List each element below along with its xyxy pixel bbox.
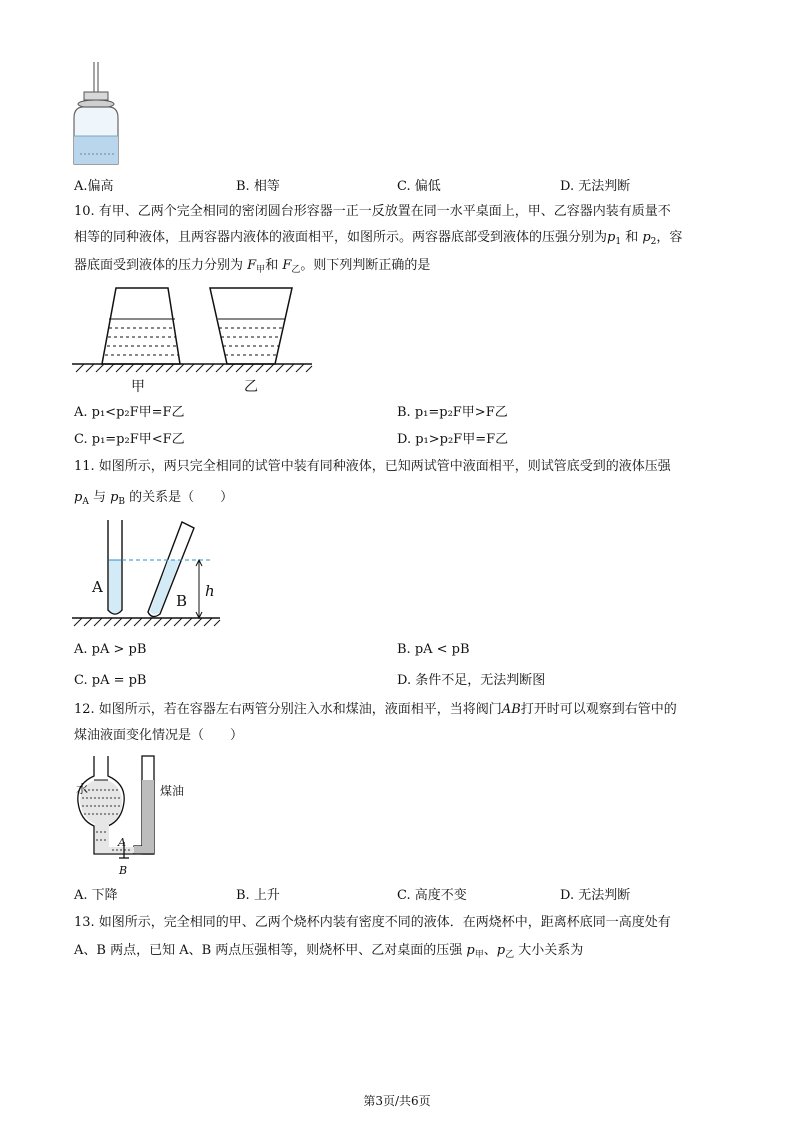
q11-option-c: C. pA = pB bbox=[74, 673, 147, 688]
fig-label-water: 水 bbox=[76, 782, 89, 796]
q12-option-b: B. 上升 bbox=[236, 888, 280, 903]
q11-option-d: D. 条件不足，无法判断图 bbox=[397, 673, 546, 688]
q10-line1: 10. 有甲、乙两个完全相同的密闭圆台形容器一正一反放置在同一水平桌面上，甲、乙容器内装有质量不 bbox=[74, 204, 671, 219]
q12-line2: 煤油液面变化情况是（ ） bbox=[74, 728, 244, 743]
q11-option-a: A. pA > pB bbox=[74, 642, 147, 657]
q11-option-b: B. pA < pB bbox=[397, 642, 470, 657]
q10-option-b: B. p₁=p₂F甲>F乙 bbox=[397, 405, 508, 420]
test-tubes-figure bbox=[72, 518, 222, 633]
connected-vessel-figure bbox=[72, 752, 212, 882]
q9-option-b: B. 相等 bbox=[236, 179, 280, 194]
q10-line3: 器底面受到液体的压力分别为 $F_甲$和 $F_乙$。则下列判断正确的是 bbox=[74, 258, 431, 275]
fig-label-valve-b: B bbox=[119, 864, 128, 877]
q10-line2: 相等的同种液体，且两容器内液体的液面相平，如图所示。两容器底部受到液体的压强分别为$p_1$ 和 $p_2$，容 bbox=[74, 230, 683, 247]
fig-label-valve-a: A bbox=[118, 836, 126, 849]
q10-option-d: D. p₁>p₂F甲=F乙 bbox=[397, 432, 509, 447]
fig-label-yi: 乙 bbox=[244, 379, 258, 395]
q12-option-c: C. 高度不变 bbox=[397, 888, 467, 903]
q11-line1: 11. 如图所示，两只完全相同的试管中装有同种液体，已知两试管中液面相平，则试管底受到的液体压强 bbox=[74, 459, 671, 474]
fig-label-a: A bbox=[92, 578, 103, 596]
frustum-containers-figure bbox=[72, 286, 317, 396]
q11-line2: $p_A$ 与 $p_B$ 的关系是（ ） bbox=[74, 490, 234, 507]
q10-option-a: A. p₁<p₂F甲=F乙 bbox=[74, 405, 185, 420]
fig-label-jia: 甲 bbox=[131, 379, 145, 395]
q13-line1: 13. 如图所示，完全相同的甲、乙两个烧杯内装有密度不同的液体．在两烧杯中，距离杯底同一高度处有 bbox=[74, 915, 671, 930]
q12-option-a: A. 下降 bbox=[74, 888, 118, 903]
q13-line2: A、B 两点，已知 A、B 两点压强相等，则烧杯甲、乙对桌面的压强 $p_甲$、$p_乙$ 大小关系为 bbox=[74, 943, 584, 960]
fig-label-h: h bbox=[205, 582, 215, 600]
page-footer: 第3页/共6页 bbox=[363, 1094, 431, 1108]
q9-option-a: A.偏高 bbox=[74, 179, 114, 194]
q12-line1: 12. 如图所示，若在容器左右两管分别注入水和煤油，液面相平，当将阀门AB打开时可以观察到右管中的 bbox=[74, 702, 677, 717]
q10-option-c: C. p₁=p₂F甲<F乙 bbox=[74, 432, 185, 447]
fig-label-oil: 煤油 bbox=[160, 784, 185, 798]
fig-label-b: B bbox=[176, 592, 188, 610]
q12-option-d: D. 无法判断 bbox=[560, 888, 631, 903]
q9-option-d: D. 无法判断 bbox=[560, 179, 631, 194]
bottle-figure bbox=[70, 60, 120, 170]
q9-option-c: C. 偏低 bbox=[397, 179, 441, 194]
